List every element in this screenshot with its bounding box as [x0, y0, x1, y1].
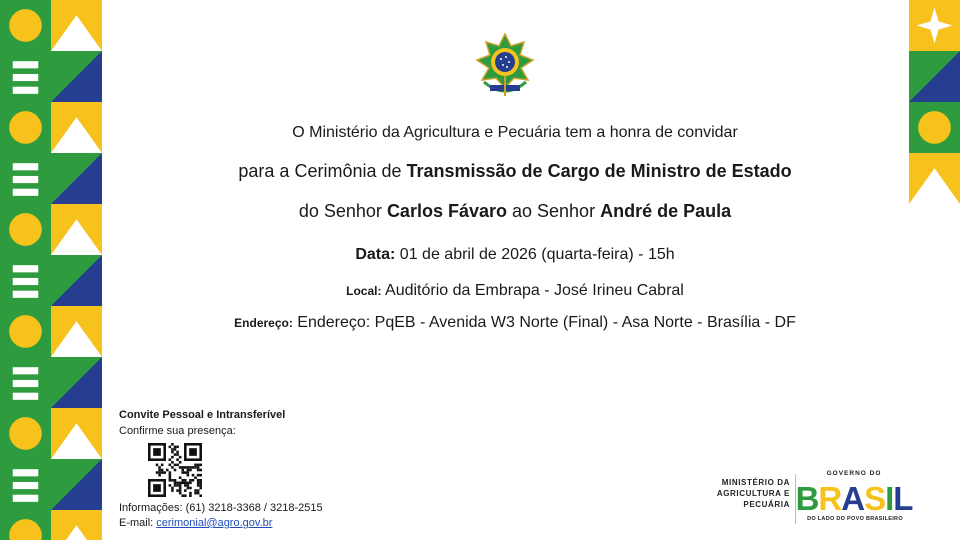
date-line [120, 246, 910, 264]
address-value: Endereço: PqEB - Avenida W3 Norte (Final) - Asa Norte - Brasília - DF [292, 314, 796, 331]
ministry-line3: PECUÁRIA [743, 500, 790, 509]
incoming-minister: André de Paula [600, 201, 732, 221]
date-value: 01 de abril de 2026 (quarta-feira) - 15h [395, 246, 675, 263]
gov-slogan: DO LADO DO POVO BRASILEIRO [807, 516, 903, 522]
email-label: E-mail: [119, 517, 157, 529]
coat-of-arms-icon [470, 30, 540, 102]
ceremony-prefix: para a Cerimônia de [238, 161, 407, 181]
address-line [120, 314, 910, 332]
invitation-intro [120, 124, 910, 142]
svg-text:BRASIL: BRASIL [795, 480, 913, 517]
ceremony-title: Transmissão de Cargo de Ministro de Estado [406, 161, 792, 181]
ministry-government-logo [700, 466, 940, 536]
right-decorative-pattern [909, 0, 960, 202]
intro-text: O Ministério da Agricultura e Pecuária tem a honra de convidar [292, 124, 738, 141]
left-decorative-pattern [0, 0, 102, 540]
ministry-line2: AGRICULTURA E [716, 489, 790, 498]
local-value: Auditório da Embrapa - José Irineu Cabral [381, 282, 684, 299]
ceremony-line [120, 161, 910, 182]
email-line [119, 517, 272, 529]
local-label: Local: [346, 284, 382, 298]
outgoing-minister: Carlos Fávaro [386, 201, 507, 221]
names-line [120, 201, 910, 222]
info-phone: Informações: (61) 3218-3368 / 3218-2515 [119, 502, 323, 514]
qr-code-icon[interactable] [148, 443, 202, 497]
email-link[interactable]: cerimonial@agro.gov.br [156, 517, 273, 529]
personal-invite-title: Convite Pessoal e Intransferível [119, 409, 286, 421]
address-label: Endereço: [234, 316, 293, 330]
confirm-presence-text: Confirme sua presença: [119, 425, 236, 437]
names-prefix: do Senhor [298, 201, 387, 221]
ministry-line1: MINISTÉRIO DA [721, 478, 790, 487]
names-mid: ao Senhor [507, 201, 601, 221]
local-line [120, 282, 910, 300]
date-label: Data: [355, 246, 396, 263]
gov-top-text: GOVERNO DO [826, 470, 882, 477]
brasil-wordmark [795, 478, 913, 517]
